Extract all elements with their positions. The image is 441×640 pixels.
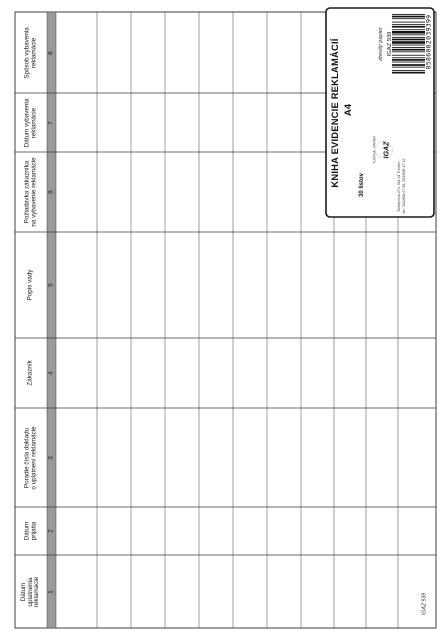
column-number: 1 — [47, 589, 55, 594]
logo: IGAZ — [383, 141, 391, 159]
barcode-bar — [392, 37, 425, 38]
barcode-bar — [392, 70, 425, 71]
barcode-bar — [392, 57, 425, 58]
barcode-bar — [392, 59, 425, 61]
barcode-bar — [392, 24, 425, 25]
barcode-bar — [392, 64, 425, 66]
barcode-bar — [392, 45, 425, 46]
barcode-bar — [392, 67, 425, 68]
cover-format: A4 — [343, 103, 355, 117]
barcode-bar — [392, 51, 425, 52]
column-number: 8 — [47, 50, 55, 55]
barcode-bar — [392, 18, 425, 19]
footer-code: IGAZ 939 — [421, 592, 428, 616]
column-header: Popis vady — [26, 269, 34, 301]
cover-address: Železničná 274, 911 01 Trenčín, — [397, 160, 402, 212]
barcode-digits: 8586002039399 — [424, 14, 433, 70]
barcode-bar — [392, 16, 425, 18]
logo-ring-text: TLAČIVÁ · PAPIER — [372, 136, 377, 164]
column-header: Dátum uplatnenia reklamácie — [20, 576, 41, 607]
cover-sheets: 30 listov — [358, 172, 365, 198]
barcode-bar — [392, 49, 425, 51]
barcode-bar — [392, 41, 425, 44]
barcode-bar — [392, 34, 425, 35]
column-header: Zákazník — [26, 360, 34, 386]
cover-title: KNIHA EVIDENCIE REKLAMÁCIÍ — [329, 38, 341, 188]
barcode-bar — [392, 39, 425, 41]
column-number: 3 — [47, 455, 55, 460]
column-number: 4 — [47, 371, 55, 375]
barcode-bar — [392, 29, 425, 30]
column-number: 7 — [47, 120, 55, 125]
barcode-bar — [392, 55, 425, 56]
cover-paper: drevitý papier — [378, 27, 385, 61]
column-header: Požiadavka zákazníka na vybavenie reklamácie — [23, 157, 37, 227]
barcode-bar — [392, 26, 425, 28]
barcode-bar — [392, 72, 425, 74]
column-number: 2 — [47, 529, 55, 533]
barcode-bar — [392, 31, 425, 34]
column-header: Spôsob vybavenia reklamácie — [23, 26, 37, 79]
column-number: 5 — [47, 283, 55, 287]
cover-phone: tel.: 032/658 07 68, 032/658 17 12 — [402, 158, 407, 214]
column-header: Dátum prijatia — [23, 521, 37, 541]
barcode-bar — [392, 62, 425, 63]
barcode-bar — [392, 14, 425, 15]
header-number-band — [47, 12, 56, 628]
barcode-bar — [392, 47, 425, 48]
column-number: 6 — [47, 190, 55, 194]
column-header: Poradie čísla dokladu o uplatnení reklamácie — [23, 425, 37, 490]
cover-code: IGAZ 939 — [386, 31, 393, 57]
column-header: Dátum vybavenia reklamácie — [23, 98, 37, 147]
barcode-bar — [392, 22, 425, 23]
